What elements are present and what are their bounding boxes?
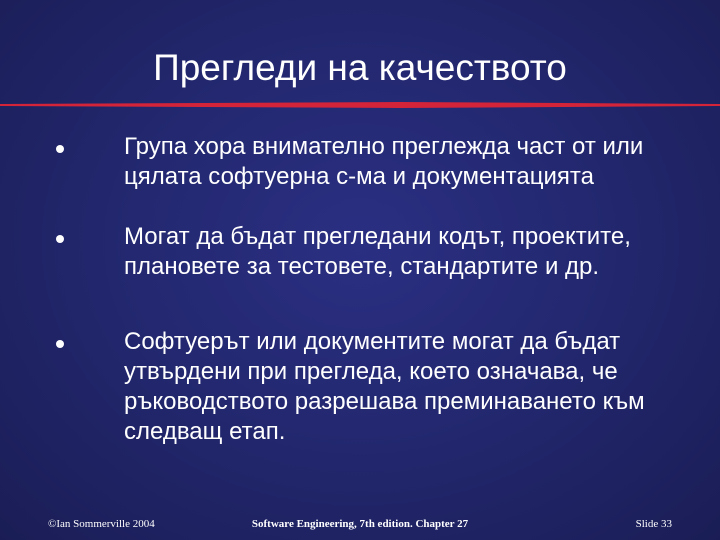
bullet-list bbox=[56, 132, 696, 447]
bullet-item bbox=[56, 327, 696, 447]
bullet-item bbox=[56, 132, 696, 222]
footer-slide-number: Slide 33 bbox=[635, 518, 672, 530]
bullet-dot-icon bbox=[56, 145, 64, 153]
bullet-text: Група хора внимателно преглежда част от или цялата софтуерна с-ма и документацията bbox=[124, 133, 644, 190]
title-underline bbox=[0, 101, 720, 109]
bullet-dot-icon bbox=[56, 235, 64, 243]
bullet-text: Софтуерът или документите могат да бъдат утвърдени при прегледа, което означава, че ръководството разрешава преминаването към следващ етап. bbox=[124, 328, 645, 445]
bullet-text: Могат да бъдат прегледани кодът, проектите, плановете за тестовете, стандартите и др. bbox=[124, 223, 631, 280]
footer-book-title: Software Engineering, 7th edition. Chapter 27 bbox=[251, 518, 469, 530]
footer-copyright: ©Ian Sommerville 2004 bbox=[48, 518, 155, 530]
slide-title: Прегледи на качеството bbox=[153, 47, 567, 88]
bullet-item bbox=[56, 222, 696, 327]
slide-footer bbox=[0, 516, 720, 536]
bullet-dot-icon bbox=[56, 340, 64, 348]
